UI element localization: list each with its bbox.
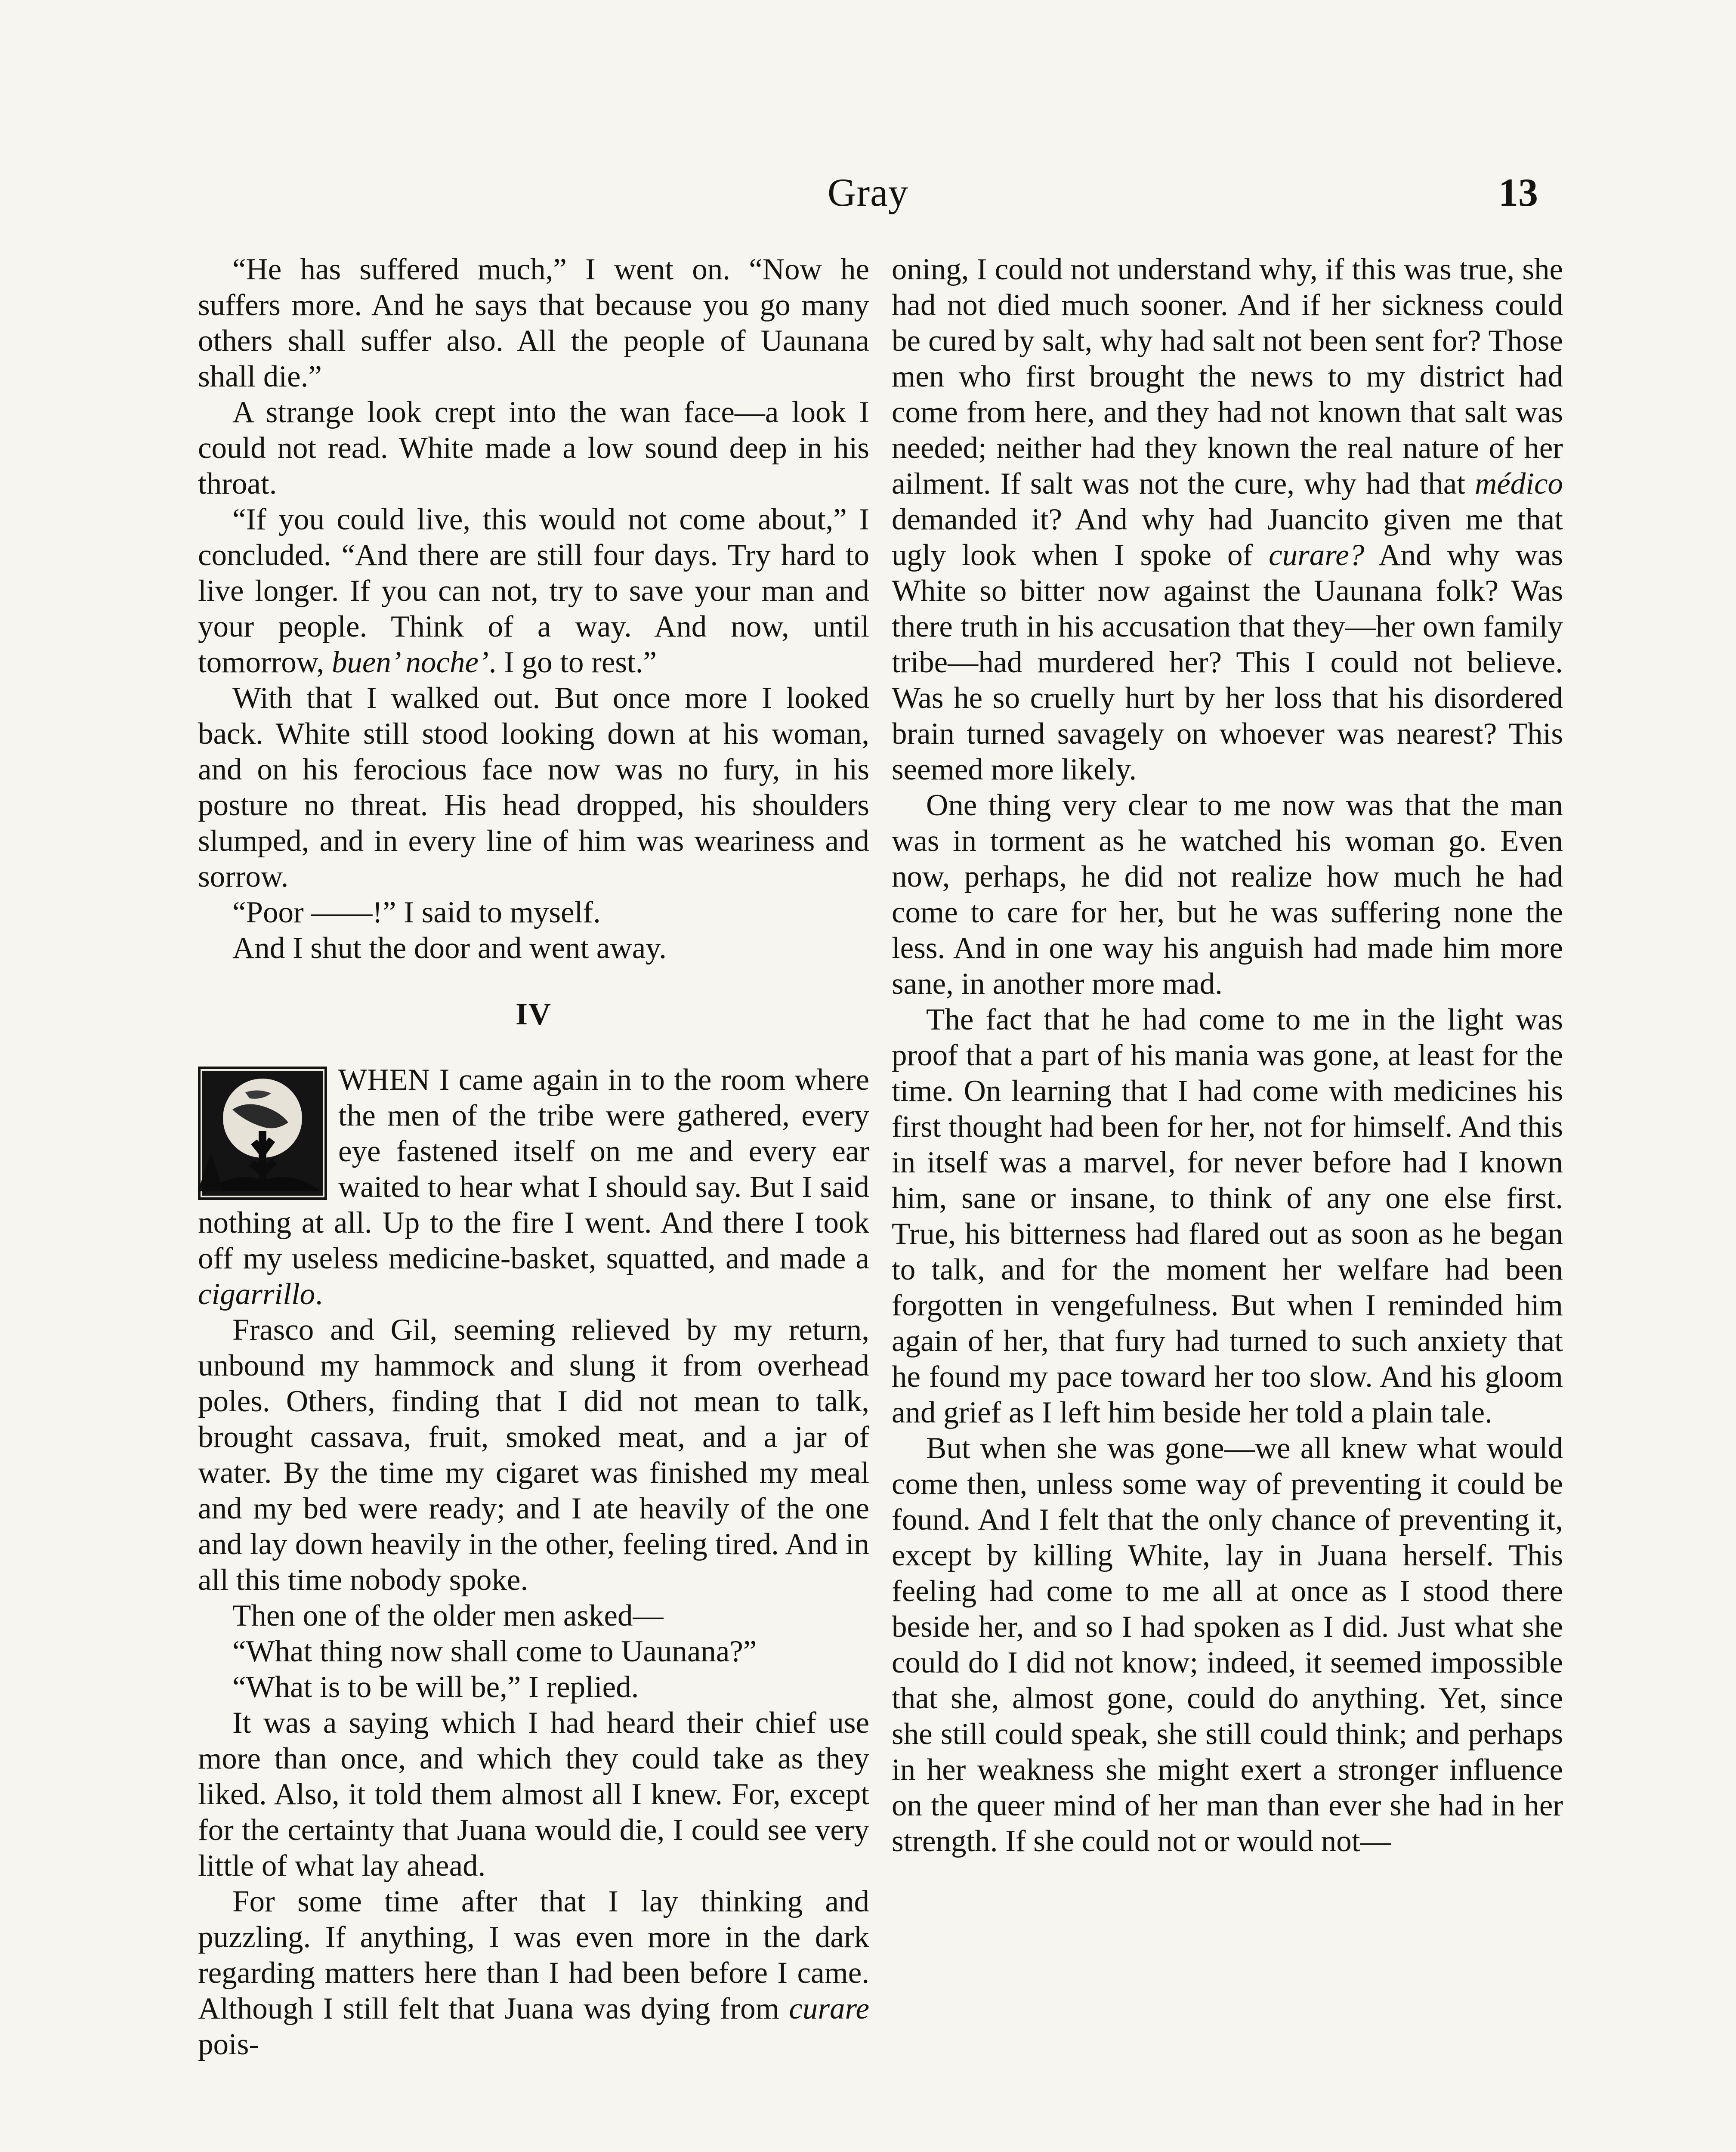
text-run: demanded it? And why had Juancito given me that ugly look when I spoke of (892, 503, 1563, 572)
paragraph (198, 502, 869, 680)
section-heading: IV (515, 997, 552, 1031)
text-run: oning, I could not understand why, if this was true, she had not died much sooner. And if her sickness could be cured by salt, why had salt not been sent for? Those men who first brought the news to my district had come from here, and they had not known that salt was needed; neither had they known the real nature of her ailment. If salt was not the cure, why had that (892, 253, 1563, 501)
page-header (0, 160, 1736, 225)
page-number: 13 (1498, 170, 1538, 214)
running-title: Gray (828, 170, 908, 214)
paragraph (198, 1884, 869, 2062)
paragraph (892, 252, 1563, 788)
paragraph: “Poor ——!” I said to myself. (232, 896, 601, 929)
right-column (892, 252, 1563, 1859)
drop-cap-illustration-icon (198, 1067, 327, 1200)
paragraph: “What thing now shall come to Uaunana?” (232, 1635, 757, 1668)
paragraph: It was a saying which I had heard their chief use more than once, and which they could take as they liked. Also, it told them almost all I knew. For, except for the certainty that Juana would die, I could see very little of what lay ahead. (198, 1706, 869, 1883)
italic-text: curare? (1269, 538, 1365, 572)
paragraph: With that I walked out. But once more I looked back. White still stood looking down at his woman, and on his ferocious face now was no fury, in his posture no threat. His head dropped, his shoulders slumped, and in every line of him was weariness and sorrow. (198, 681, 869, 894)
text-run: For some time after that I lay thinking and puzzling. If anything, I was even more in the dark regarding matters here than I had been before I came. Although I still felt that Juana was dying from (198, 1885, 869, 2025)
italic-text: cigarrillo (198, 1277, 315, 1311)
paragraph: The fact that he had come to me in the light was proof that a part of his mania was gone, at least for the time. On learning that I had come with medicines his first thought had been for her, not for himself. And this in itself was a marvel, for never before had I known him, sane or insane, to think of any one else first. True, his bitterness had flared out as soon as he began to talk, and for the moment her welfare had been forgotten in vengefulness. But when I reminded him again of her, that fury had turned to such anxiety that he found my pace toward her too slow. And his gloom and grief as I left him beside her told a plain tale. (892, 1003, 1563, 1429)
italic-text: buen’ noche’ (331, 646, 489, 679)
paragraph: “What is to be will be,” I replied. (232, 1670, 639, 1704)
text-run: “If you could live, this would not come about,” I concluded. “And there are still four days. Try hard to live longer. If you can not, try to save your man and your people. Think of a way. And now, until tomorrow, (198, 503, 869, 679)
paragraph (198, 1062, 869, 1312)
text-run: . I go to rest.” (488, 646, 657, 679)
paragraph: But when she was gone—we all knew what would come then, unless some way of preventing it could be found. And I felt that the only chance of preventing it, except by killing White, lay in Juana herself. This feeling had come to me all at once as I stood there beside her, and so I had spoken as I did. Just what she could do I did not know; indeed, it seemed impossible that she, almost gone, could do anything. Yet, since she still could speak, she still could think; and perhaps in her weakness she might exert a stronger influence on the queer mind of her man than ever she had in her strength. If she could not or would not— (892, 1432, 1563, 1858)
paragraph: Frasco and Gil, seeming relieved by my return, unbound my hammock and slung it from overhead poles. Others, finding that I did not mean to talk, brought cassava, fruit, smoked meat, and a jar of water. By the time my cigaret was finished my meal and my bed were ready; and I ate heavily of the one and lay down heavily in the other, feeling tired. And in all this time nobody spoke. (198, 1313, 869, 1597)
italic-text: médico (1474, 467, 1563, 501)
text-run: . (315, 1277, 323, 1311)
left-column (198, 252, 869, 2062)
text-run: WHEN I came again in to the room where the men of the tribe were gathered, every eye fastened itself on me and every ear waited to hear what I should say. But I said nothing at all. Up to the fire I went. And there I took off my useless medicine-basket, squatted, and made a (198, 1063, 869, 1275)
paragraph: One thing very clear to me now was that the man was in torment as he watched his woman go. Even now, perhaps, he did not realize how much he had come to care for her, but he was suffering none the less. And in one way his anguish had made him more sane, in another more mad. (892, 788, 1563, 1001)
paragraph: A strange look crept into the wan face—a look I could not read. White made a low sound deep in his throat. (198, 396, 869, 501)
text-run: pois- (198, 2028, 259, 2061)
italic-text: curare (789, 1992, 869, 2025)
paragraph: And I shut the door and went away. (232, 931, 667, 965)
paragraph: “He has suffered much,” I went on. “Now he suffers more. And he says that because you go many others shall suffer also. All the people of Uaunana shall die.” (198, 253, 869, 393)
paragraph: Then one of the older men asked— (232, 1599, 664, 1633)
text-run: And why was White so bitter now against the Uaunana folk? Was there truth in his accusation that they—her own family tribe—had murdered her? This I could not believe. Was he so cruelly hurt by her loss that his disordered brain turned savagely on whoever was nearest? This seemed more likely. (892, 538, 1563, 786)
